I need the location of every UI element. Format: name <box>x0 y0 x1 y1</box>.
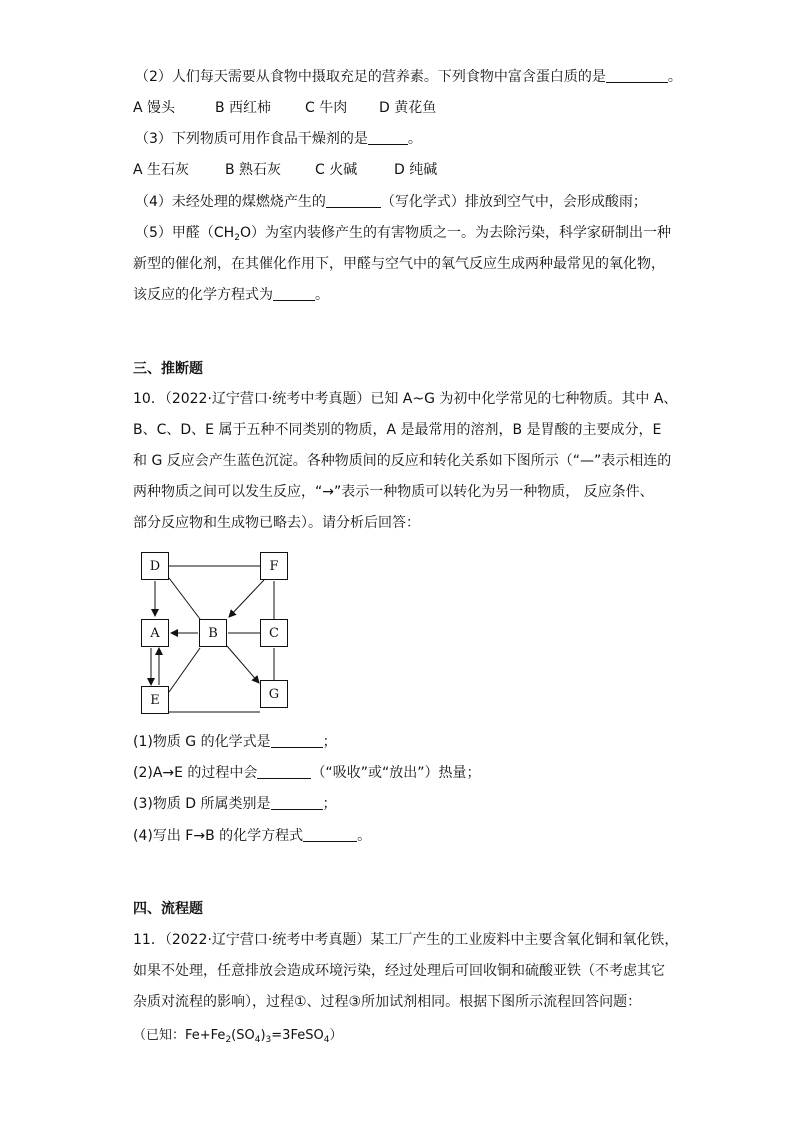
q2-option-b: B 西红柿 <box>215 100 272 116</box>
q10-line1: 10．（2022·辽宁营口·统考中考真题）已知 A~G 为初中化学常见的七种物质。其中 A、 <box>133 391 678 407</box>
q2-text: （2）人们每天需要从食物中摄取充足的营养素。下列食物中富含蛋白质的是 <box>135 69 606 85</box>
q10-sub1-blank[interactable] <box>271 733 323 748</box>
edge-f-to-b <box>229 580 264 617</box>
q3-option-c: C 火碱 <box>315 162 358 178</box>
q3-text: （3）下列物质可用作食品干燥剂的是 <box>135 131 368 147</box>
q2-stem: （2）人们每天需要从食物中摄取充足的营养素。下列食物中富含蛋白质的是 。 <box>135 69 682 85</box>
q10-line3: 和 G 反应会产生蓝色沉淀。各种物质间的反应和转化关系如下图所示（“—”表示相连的 <box>133 453 672 469</box>
q3-stem: （3）下列物质可用作食品干燥剂的是 。 <box>135 131 422 147</box>
q3-option-b: B 熟石灰 <box>225 162 282 178</box>
q10-sub4: (4)写出 F→B 的化学方程式 。 <box>133 828 372 844</box>
node-b: B <box>199 619 227 647</box>
edge-b-to-g <box>227 646 259 683</box>
q11-line2: 如果不处理，任意排放会造成环境污染，经过处理后可回收铜和硫酸亚铁（不考虑其它 <box>133 963 665 979</box>
q3-options <box>133 160 437 180</box>
q10-sub2-blank[interactable] <box>257 764 311 779</box>
edge-e-b <box>169 648 200 692</box>
q5-line2: 新型的催化剂，在其催化作用下，甲醛与空气中的氧气反应生成两种最常见的氧化物， <box>133 256 665 272</box>
q4-stem: （4）未经处理的煤燃烧产生的 （写化学式）排放到空气中，会形成酸雨； <box>135 194 647 210</box>
relation-diagram <box>140 548 300 720</box>
q4-answer-blank[interactable] <box>326 193 381 208</box>
q10-sub3-blank[interactable] <box>271 795 323 810</box>
node-c: C <box>260 619 288 647</box>
node-a: A <box>141 619 169 647</box>
q5-line3: 该反应的化学方程式为 。 <box>133 287 329 303</box>
q3-answer-blank[interactable] <box>368 130 408 145</box>
q11-line3: 杂质对流程的影响），过程①、过程③所加试剂相同。根据下图所示流程回答问题： <box>133 994 642 1010</box>
section-4-title: 四、流程题 <box>133 901 203 917</box>
q10-sub4-blank[interactable] <box>303 827 357 842</box>
q11-line1: 11．（2022·辽宁营口·统考中考真题）某工厂产生的工业废料中主要含氧化铜和氧化铁， <box>133 932 679 948</box>
node-d: D <box>141 552 169 580</box>
q3-option-a: A 生石灰 <box>133 162 190 178</box>
q2-answer-blank[interactable] <box>606 68 668 83</box>
q2-option-a: A 馒头 <box>133 100 176 116</box>
q10-sub2: (2)A→E 的过程中会 （“吸收”或“放出”）热量； <box>133 765 481 781</box>
q2-option-d: D 黄花鱼 <box>379 100 437 116</box>
q5-answer-blank[interactable] <box>273 286 315 301</box>
node-e: E <box>141 686 169 714</box>
q10-sub3: (3)物质 D 所属类别是 ； <box>133 796 337 812</box>
node-g: G <box>260 680 288 708</box>
q10-sub1: (1)物质 G 的化学式是 ； <box>133 734 337 750</box>
section-3-title: 三、推断题 <box>133 361 203 377</box>
q11-known-equation: （已知：$Fe+Fe_2(SO_4)_3=3FeSO_4$） <box>133 1028 343 1045</box>
q5-line1: （5）甲醛$(CH_2O)$为室内装修产生的有害物质之一。为去除污染，科学家研制出一种 <box>135 225 671 243</box>
q10-line4: 两种物质之间可以发生反应，“→”表示一种物质可以转化为另一种物质， 反应条件、 <box>133 484 654 500</box>
q10-line5: 部分反应物和生成物已略去）。请分析后回答： <box>133 515 420 531</box>
q3-option-d: D 纯碱 <box>394 162 438 178</box>
node-f: F <box>260 552 288 580</box>
q2-options <box>133 98 436 118</box>
q10-line2: B、C、D、E 属于五种不同类别的物质，A 是最常用的溶剂，B 是胃酸的主要成分，E <box>133 422 662 438</box>
q2-option-c: C 牛肉 <box>305 100 348 116</box>
edge-d-b <box>169 578 200 619</box>
